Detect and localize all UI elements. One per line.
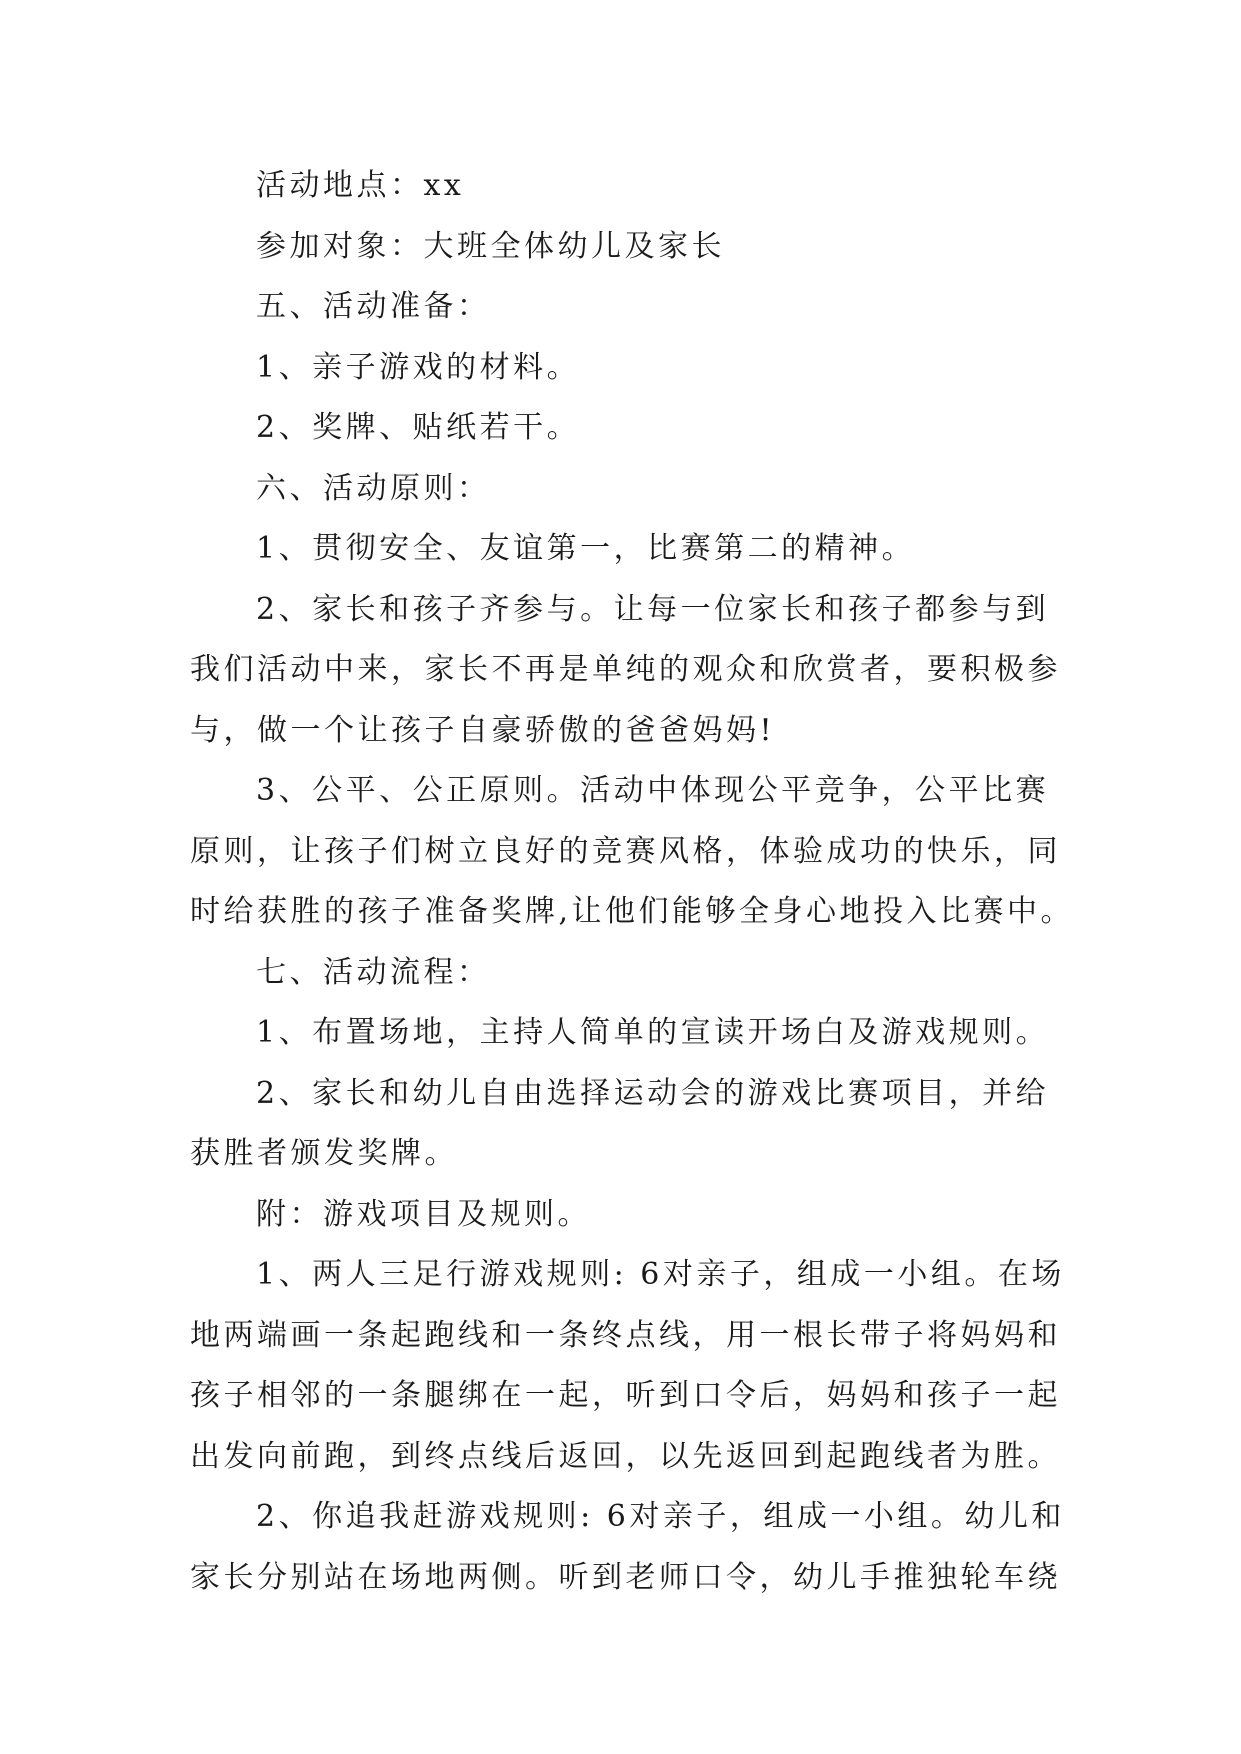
section-heading: 五、活动准备： — [256, 289, 491, 324]
list-item-free-choice — [190, 1064, 1058, 1185]
text-line: 1、亲子游戏的材料。 — [256, 349, 581, 385]
list-item-participation — [190, 580, 1061, 762]
paragraph-participants — [190, 217, 1058, 278]
game-chase — [190, 1487, 1065, 1608]
list-item-safety — [190, 519, 1058, 580]
section-heading: 六、活动原则： — [256, 470, 491, 506]
heading-preparation — [190, 277, 1058, 338]
text-line: 我们活动中来，家长不再是单纯的观众和欣赏者，要积极参 — [190, 652, 1061, 687]
text-line: 获胜者颁发奖牌。 — [190, 1136, 458, 1171]
text-line: 出发向前跑，到终点线后返回，以先返回到起跑线者为胜。 — [190, 1438, 1061, 1474]
section-heading: 七、活动流程： — [256, 954, 491, 990]
document-body — [190, 156, 1075, 1608]
heading-appendix — [190, 1185, 1058, 1246]
text-line: 1、贯彻安全、友谊第一，比赛第二的精神。 — [256, 531, 916, 566]
text-line: 家长分别站在场地两侧。听到老师口令，幼儿手推独轮车绕 — [190, 1559, 1061, 1595]
text-line: 2、家长和幼儿自由选择运动会的游戏比赛项目，并给 — [256, 1075, 1050, 1111]
paragraph-location — [190, 156, 1058, 217]
text-line: 1、布置场地，主持人简单的宣读开场白及游戏规则。 — [256, 1015, 1050, 1050]
list-item-fairness — [190, 761, 1075, 943]
list-item-venue — [190, 1003, 1058, 1064]
text-line: 1、两人三足行游戏规则: 6对亲子，组成一小组。在场 — [256, 1257, 1065, 1292]
section-heading: 附：游戏项目及规则。 — [256, 1196, 591, 1232]
text-line: 2、奖牌、贴纸若干。 — [256, 410, 581, 445]
text-line: 原则，让孩子们树立良好的竞赛风格，体验成功的快乐，同 — [190, 833, 1061, 869]
text-line: 时给获胜的孩子准备奖牌,让他们能够全身心地投入比赛中。 — [190, 894, 1075, 929]
text-line: 与，做一个让孩子自豪骄傲的爸爸妈妈! — [190, 712, 776, 748]
game-three-legged — [190, 1245, 1065, 1487]
text-line: 参加对象：大班全体幼儿及家长 — [256, 228, 725, 264]
text-line: 地两端画一条起跑线和一条终点线，用一根长带子将妈妈和 — [190, 1317, 1061, 1353]
heading-process — [190, 943, 1058, 1004]
text-line: 2、你追我赶游戏规则: 6对亲子，组成一小组。幼儿和 — [256, 1499, 1065, 1534]
text-line: 2、家长和孩子齐参与。让每一位家长和孩子都参与到 — [256, 591, 1050, 627]
text-line: 孩子相邻的一条腿绑在一起，听到口令后，妈妈和孩子一起 — [190, 1378, 1061, 1413]
list-item-materials — [190, 338, 1058, 399]
list-item-medals — [190, 398, 1058, 459]
text-line: 3、公平、公正原则。活动中体现公平竞争，公平比赛 — [256, 773, 1050, 808]
text-line: 活动地点：xx — [256, 168, 465, 203]
heading-principles — [190, 459, 1058, 520]
